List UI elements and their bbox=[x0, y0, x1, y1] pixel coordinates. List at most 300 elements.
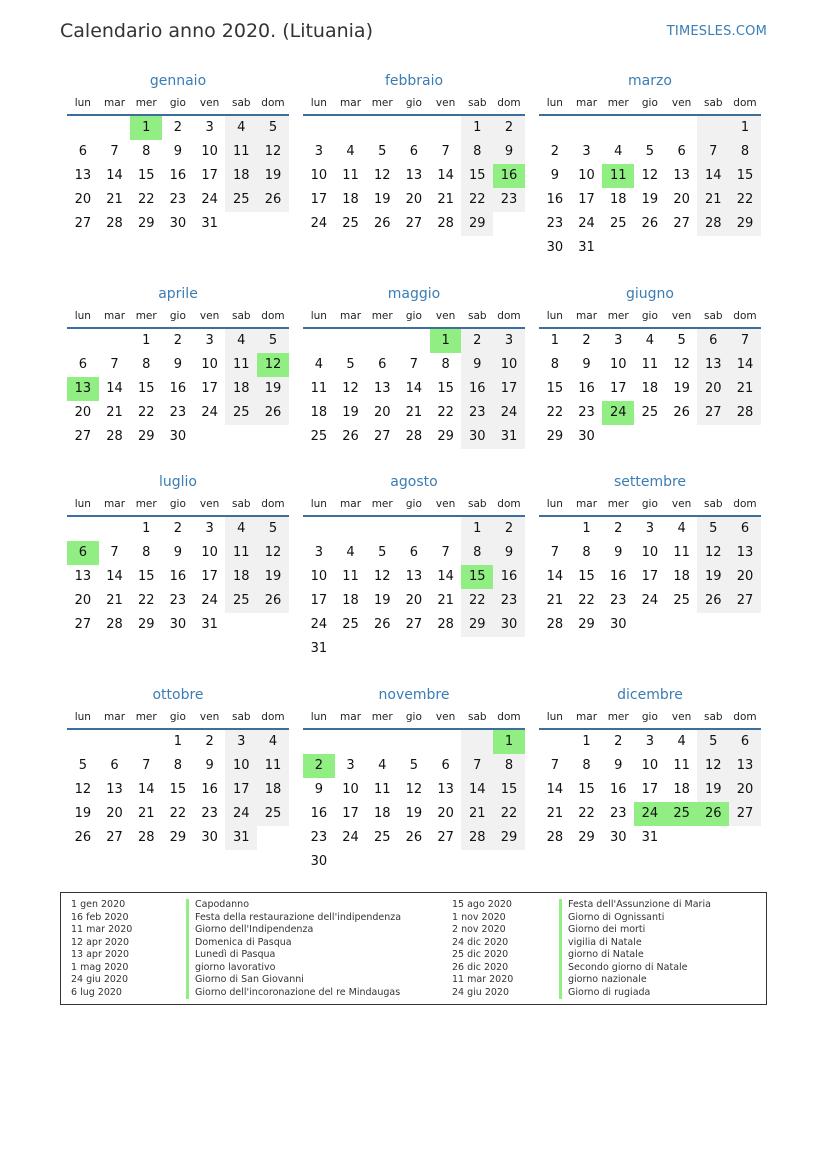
day-cell: 22 bbox=[137, 593, 155, 608]
empty-day-cell bbox=[634, 236, 666, 260]
week-row bbox=[539, 517, 761, 541]
day-cell: 10 bbox=[342, 782, 359, 797]
weekday-label: ven bbox=[199, 97, 220, 109]
empty-day-cell bbox=[666, 116, 698, 140]
day-cell: 26 bbox=[342, 429, 359, 444]
weekday-label: sab bbox=[467, 97, 487, 109]
day-cell: 26 bbox=[257, 589, 289, 613]
day-cell: 9 bbox=[550, 168, 559, 183]
empty-day-cell bbox=[366, 637, 398, 661]
weekday-label: sab bbox=[231, 97, 251, 109]
day-cell: 5 bbox=[378, 545, 387, 560]
day-cell: 26 bbox=[641, 216, 659, 231]
legend-date: 25 dic 2020 bbox=[452, 949, 509, 960]
day-cell: 24 bbox=[493, 401, 525, 425]
empty-day-cell bbox=[225, 212, 257, 236]
empty-day-cell bbox=[398, 116, 430, 140]
day-cell: 24 bbox=[641, 593, 659, 608]
day-cell: 13 bbox=[405, 569, 423, 584]
day-cell: 13 bbox=[673, 168, 690, 183]
month-luglio bbox=[67, 471, 289, 637]
day-cell: 19 bbox=[405, 806, 423, 821]
weekday-label: ven bbox=[199, 711, 220, 723]
weekday-label: gio bbox=[405, 310, 422, 322]
week-row bbox=[303, 589, 525, 613]
day-cell: 20 bbox=[729, 778, 761, 802]
day-cell: 11 bbox=[342, 569, 359, 584]
empty-day-cell bbox=[697, 826, 729, 850]
day-cell: 24 bbox=[342, 830, 359, 845]
day-cell: 30 bbox=[609, 617, 627, 632]
day-cell: 23 bbox=[493, 188, 525, 212]
day-cell: 25 bbox=[342, 216, 359, 231]
day-cell: 15 bbox=[729, 164, 761, 188]
empty-day-cell bbox=[398, 730, 430, 754]
day-cell: 3 bbox=[645, 521, 655, 536]
day-cell: 6 bbox=[78, 357, 87, 372]
day-cell: 17 bbox=[225, 778, 257, 802]
day-cell: 5 bbox=[645, 144, 655, 159]
day-cell: 2 bbox=[205, 734, 214, 749]
week-row bbox=[67, 116, 289, 140]
day-cell: 25 bbox=[257, 802, 289, 826]
weekday-label: mar bbox=[576, 711, 598, 723]
empty-day-cell bbox=[539, 517, 571, 541]
weekday-label: sab bbox=[703, 310, 723, 322]
day-cell: 13 bbox=[729, 541, 761, 565]
day-cell: 4 bbox=[346, 545, 355, 560]
legend-date: 11 mar 2020 bbox=[71, 924, 133, 935]
day-cell: 20 bbox=[729, 565, 761, 589]
week-row bbox=[539, 589, 761, 613]
day-cell: 17 bbox=[493, 377, 525, 401]
week-row bbox=[303, 754, 525, 778]
legend-holiday-name: Festa della restaurazione dell'indipendenza bbox=[186, 912, 401, 925]
week-row bbox=[67, 164, 289, 188]
day-cell: 24 bbox=[310, 617, 328, 632]
day-cell: 14 bbox=[546, 782, 564, 797]
day-cell: 28 bbox=[106, 216, 123, 231]
legend-holiday-name: Secondo giorno di Natale bbox=[559, 962, 711, 975]
month-agosto bbox=[303, 471, 525, 661]
day-cell: 22 bbox=[461, 589, 493, 613]
weekday-label: mar bbox=[576, 498, 598, 510]
weekday-header bbox=[67, 94, 289, 116]
day-cell: 27 bbox=[437, 830, 454, 845]
month-title: giugno bbox=[626, 286, 674, 302]
day-cell: 5 bbox=[378, 144, 387, 159]
weekday-header bbox=[303, 94, 525, 116]
day-cell: 7 bbox=[550, 758, 559, 773]
legend-date: 6 lug 2020 bbox=[71, 986, 122, 998]
empty-day-cell bbox=[366, 116, 398, 140]
day-cell: 23 bbox=[609, 593, 627, 608]
weekday-label: lun bbox=[546, 498, 563, 510]
day-cell: 14 bbox=[697, 164, 729, 188]
day-cell: 11 bbox=[673, 545, 690, 560]
day-cell: 14 bbox=[546, 569, 564, 584]
day-cell: 28 bbox=[461, 826, 493, 850]
day-cell: 13 bbox=[437, 782, 454, 797]
day-cell: 25 bbox=[310, 429, 328, 444]
weekday-label: mar bbox=[340, 97, 362, 109]
day-cell: 16 bbox=[461, 377, 493, 401]
month-gennaio bbox=[67, 70, 289, 236]
weekday-label: dom bbox=[733, 97, 757, 109]
day-cell: 7 bbox=[697, 140, 729, 164]
empty-day-cell bbox=[634, 116, 666, 140]
day-cell: 20 bbox=[74, 405, 92, 420]
day-cell: 23 bbox=[461, 401, 493, 425]
day-cell: 28 bbox=[437, 617, 454, 632]
month-ottobre bbox=[67, 684, 289, 850]
legend-holiday-name: Festa dell'Assunzione di Maria bbox=[559, 899, 711, 912]
day-cell: 28 bbox=[437, 216, 454, 231]
week-row bbox=[303, 188, 525, 212]
legend-holiday-name: giorno di Natale bbox=[559, 949, 711, 962]
day-cell: 7 bbox=[110, 144, 119, 159]
day-cell: 18 bbox=[673, 569, 690, 584]
day-cell: 21 bbox=[697, 188, 729, 212]
day-cell: 24 bbox=[225, 802, 257, 826]
day-cell: 30 bbox=[546, 240, 564, 255]
day-cell: 17 bbox=[201, 381, 218, 396]
day-cell: 29 bbox=[578, 830, 595, 845]
weekday-label: sab bbox=[467, 711, 487, 723]
day-cell: 30 bbox=[169, 216, 187, 231]
weekday-label: dom bbox=[261, 498, 285, 510]
day-cell: 19 bbox=[373, 593, 391, 608]
weekday-label: ven bbox=[435, 310, 456, 322]
week-row bbox=[303, 541, 525, 565]
holiday-day-cell: 12 bbox=[257, 353, 289, 377]
weekday-header bbox=[539, 708, 761, 730]
weekday-label: sab bbox=[467, 310, 487, 322]
day-cell: 5 bbox=[257, 116, 289, 140]
day-cell: 29 bbox=[137, 216, 155, 231]
day-cell: 9 bbox=[173, 357, 183, 372]
day-cell: 23 bbox=[201, 806, 218, 821]
day-cell: 7 bbox=[409, 357, 419, 372]
day-cell: 27 bbox=[729, 802, 761, 826]
weekday-label: mer bbox=[371, 310, 393, 322]
day-cell: 11 bbox=[342, 168, 359, 183]
day-cell: 16 bbox=[310, 806, 328, 821]
day-cell: 8 bbox=[461, 541, 493, 565]
weekday-label: ven bbox=[435, 97, 456, 109]
day-cell: 9 bbox=[314, 782, 323, 797]
month-title: gennaio bbox=[149, 73, 207, 89]
day-cell: 7 bbox=[110, 545, 119, 560]
day-cell: 14 bbox=[137, 782, 155, 797]
day-cell: 3 bbox=[582, 144, 591, 159]
legend-holiday-name: Domenica di Pasqua bbox=[186, 937, 401, 950]
week-row bbox=[539, 377, 761, 401]
holiday-day-cell: 13 bbox=[67, 377, 99, 401]
brand-link[interactable]: TIMESLES.COM bbox=[666, 24, 767, 39]
day-cell: 11 bbox=[310, 381, 328, 396]
weekday-label: mer bbox=[371, 498, 393, 510]
week-row bbox=[539, 802, 761, 826]
empty-day-cell bbox=[303, 517, 335, 541]
day-cell: 2 bbox=[461, 329, 493, 353]
empty-day-cell bbox=[493, 212, 525, 236]
empty-day-cell bbox=[697, 613, 729, 637]
day-cell: 7 bbox=[550, 545, 559, 560]
week-row bbox=[67, 425, 289, 449]
day-cell: 30 bbox=[310, 854, 328, 869]
day-cell: 18 bbox=[641, 381, 659, 396]
day-cell: 6 bbox=[441, 758, 450, 773]
day-cell: 15 bbox=[493, 778, 525, 802]
day-cell: 2 bbox=[493, 517, 525, 541]
day-cell: 1 bbox=[582, 521, 591, 536]
day-cell: 22 bbox=[578, 806, 595, 821]
legend-date: 1 gen 2020 bbox=[71, 899, 126, 910]
day-cell: 15 bbox=[461, 164, 493, 188]
day-cell: 29 bbox=[461, 613, 493, 637]
weekday-label: gio bbox=[405, 97, 422, 109]
day-cell: 5 bbox=[78, 758, 87, 773]
week-row bbox=[539, 425, 761, 449]
day-cell: 28 bbox=[106, 617, 123, 632]
day-cell: 2 bbox=[582, 333, 591, 348]
legend-holiday-name: Giorno di rugiada bbox=[559, 987, 711, 1000]
empty-day-cell bbox=[666, 613, 698, 637]
day-cell: 6 bbox=[697, 329, 729, 353]
day-cell: 12 bbox=[373, 168, 391, 183]
day-cell: 16 bbox=[201, 782, 218, 797]
week-row bbox=[303, 730, 525, 754]
day-cell: 21 bbox=[546, 593, 564, 608]
weekday-label: lun bbox=[74, 310, 91, 322]
weekday-label: sab bbox=[703, 97, 723, 109]
legend-holiday-name: Giorno di Ognissanti bbox=[559, 912, 711, 925]
empty-day-cell bbox=[430, 517, 462, 541]
day-cell: 16 bbox=[493, 565, 525, 589]
empty-day-cell bbox=[303, 730, 335, 754]
day-cell: 27 bbox=[697, 401, 729, 425]
day-cell: 22 bbox=[137, 192, 155, 207]
day-cell: 10 bbox=[310, 168, 328, 183]
month-title: dicembre bbox=[617, 687, 683, 703]
legend-holiday-name: giorno nazionale bbox=[559, 974, 711, 987]
week-row bbox=[67, 589, 289, 613]
day-cell: 28 bbox=[546, 617, 564, 632]
day-cell: 28 bbox=[137, 830, 155, 845]
day-cell: 8 bbox=[441, 357, 450, 372]
day-cell: 18 bbox=[257, 778, 289, 802]
day-cell: 29 bbox=[461, 212, 493, 236]
legend-holiday-name: Capodanno bbox=[186, 899, 401, 912]
weekday-label: mer bbox=[135, 711, 157, 723]
day-cell: 6 bbox=[110, 758, 119, 773]
day-cell: 16 bbox=[169, 569, 187, 584]
day-cell: 4 bbox=[645, 333, 655, 348]
day-cell: 6 bbox=[78, 144, 87, 159]
day-cell: 15 bbox=[578, 782, 595, 797]
empty-day-cell bbox=[666, 826, 698, 850]
day-cell: 2 bbox=[493, 116, 525, 140]
day-cell: 31 bbox=[578, 240, 595, 255]
empty-day-cell bbox=[539, 116, 571, 140]
week-row bbox=[67, 613, 289, 637]
month-maggio bbox=[303, 283, 525, 449]
month-title: novembre bbox=[378, 687, 450, 703]
day-cell: 26 bbox=[74, 830, 92, 845]
day-cell: 12 bbox=[405, 782, 423, 797]
week-row bbox=[539, 353, 761, 377]
day-cell: 30 bbox=[169, 429, 187, 444]
day-cell: 5 bbox=[697, 517, 729, 541]
week-row bbox=[67, 377, 289, 401]
weekday-label: sab bbox=[703, 711, 723, 723]
weekday-label: dom bbox=[733, 310, 757, 322]
week-row bbox=[303, 401, 525, 425]
day-cell: 1 bbox=[582, 734, 591, 749]
day-cell: 6 bbox=[409, 545, 419, 560]
weekday-label: dom bbox=[497, 97, 521, 109]
day-cell: 16 bbox=[169, 381, 187, 396]
day-cell: 30 bbox=[609, 830, 627, 845]
week-row bbox=[67, 802, 289, 826]
weekday-label: dom bbox=[261, 711, 285, 723]
day-cell: 4 bbox=[614, 144, 623, 159]
legend-date: 15 ago 2020 bbox=[452, 899, 512, 910]
legend-holiday-name: Giorno dell'incoronazione del re Mindaugas bbox=[186, 987, 401, 1000]
day-cell: 25 bbox=[641, 405, 659, 420]
empty-day-cell bbox=[539, 730, 571, 754]
day-cell: 26 bbox=[405, 830, 423, 845]
weekday-label: mer bbox=[607, 498, 629, 510]
week-row bbox=[303, 212, 525, 236]
empty-day-cell bbox=[366, 730, 398, 754]
month-title: settembre bbox=[613, 474, 687, 490]
day-cell: 9 bbox=[493, 541, 525, 565]
day-cell: 22 bbox=[461, 188, 493, 212]
empty-day-cell bbox=[366, 850, 398, 874]
week-row bbox=[67, 353, 289, 377]
weekday-label: sab bbox=[703, 498, 723, 510]
week-row bbox=[539, 212, 761, 236]
day-cell: 15 bbox=[137, 381, 155, 396]
month-title: ottobre bbox=[152, 687, 204, 703]
week-row bbox=[67, 778, 289, 802]
legend-holiday-name: giorno lavorativo bbox=[186, 962, 401, 975]
weekday-label: lun bbox=[310, 498, 327, 510]
weekday-header bbox=[67, 307, 289, 329]
weekday-label: gio bbox=[169, 97, 186, 109]
day-cell: 28 bbox=[546, 830, 564, 845]
day-cell: 9 bbox=[614, 758, 623, 773]
legend-date: 24 giu 2020 bbox=[452, 986, 509, 998]
week-row bbox=[539, 565, 761, 589]
week-row bbox=[67, 826, 289, 850]
day-cell: 14 bbox=[461, 778, 493, 802]
weekday-label: sab bbox=[231, 498, 251, 510]
day-cell: 20 bbox=[74, 593, 92, 608]
weekday-label: mer bbox=[607, 711, 629, 723]
day-cell: 23 bbox=[493, 589, 525, 613]
day-cell: 17 bbox=[609, 381, 627, 396]
day-cell: 19 bbox=[257, 164, 289, 188]
day-cell: 5 bbox=[257, 329, 289, 353]
day-cell: 15 bbox=[437, 381, 454, 396]
holiday-day-cell: 1 bbox=[130, 116, 162, 140]
empty-day-cell bbox=[634, 425, 666, 449]
day-cell: 23 bbox=[169, 593, 187, 608]
holiday-day-cell: 24 bbox=[634, 802, 666, 826]
empty-day-cell bbox=[602, 116, 634, 140]
day-cell: 10 bbox=[493, 353, 525, 377]
day-cell: 12 bbox=[74, 782, 92, 797]
weekday-label: gio bbox=[641, 310, 658, 322]
day-cell: 20 bbox=[74, 192, 92, 207]
day-cell: 21 bbox=[437, 593, 454, 608]
legend-date: 12 apr 2020 bbox=[71, 936, 130, 948]
week-row bbox=[67, 212, 289, 236]
empty-day-cell bbox=[430, 730, 462, 754]
empty-day-cell bbox=[99, 730, 131, 754]
holiday-day-cell: 15 bbox=[461, 565, 493, 589]
month-aprile bbox=[67, 283, 289, 449]
week-row bbox=[67, 188, 289, 212]
empty-day-cell bbox=[666, 236, 698, 260]
day-cell: 22 bbox=[578, 593, 595, 608]
empty-day-cell bbox=[225, 613, 257, 637]
day-cell: 29 bbox=[169, 830, 187, 845]
empty-day-cell bbox=[666, 425, 698, 449]
day-cell: 23 bbox=[169, 192, 187, 207]
day-cell: 7 bbox=[461, 754, 493, 778]
weekday-label: gio bbox=[641, 498, 658, 510]
weekday-label: lun bbox=[74, 498, 91, 510]
day-cell: 27 bbox=[106, 830, 123, 845]
weekday-label: mer bbox=[607, 310, 629, 322]
month-dicembre bbox=[539, 684, 761, 850]
day-cell: 7 bbox=[441, 545, 450, 560]
weekday-label: gio bbox=[405, 711, 422, 723]
legend-left-dates bbox=[71, 899, 132, 999]
week-row bbox=[67, 541, 289, 565]
legend-right-dates bbox=[452, 899, 513, 999]
weekday-label: gio bbox=[641, 711, 658, 723]
week-row bbox=[539, 140, 761, 164]
day-cell: 22 bbox=[437, 405, 454, 420]
empty-day-cell bbox=[303, 116, 335, 140]
day-cell: 11 bbox=[673, 758, 690, 773]
week-row bbox=[303, 802, 525, 826]
weekday-header bbox=[67, 708, 289, 730]
week-row bbox=[303, 637, 525, 661]
weekday-label: sab bbox=[231, 711, 251, 723]
day-cell: 25 bbox=[373, 830, 391, 845]
weekday-label: mer bbox=[607, 97, 629, 109]
empty-day-cell bbox=[335, 116, 367, 140]
week-row bbox=[303, 826, 525, 850]
weekday-label: mer bbox=[135, 310, 157, 322]
weekday-label: ven bbox=[671, 711, 692, 723]
day-cell: 10 bbox=[609, 357, 627, 372]
weekday-label: lun bbox=[546, 711, 563, 723]
empty-day-cell bbox=[257, 826, 289, 850]
week-row bbox=[303, 329, 525, 353]
holiday-day-cell: 1 bbox=[430, 329, 462, 353]
empty-day-cell bbox=[602, 236, 634, 260]
day-cell: 16 bbox=[578, 381, 595, 396]
empty-day-cell bbox=[67, 329, 99, 353]
day-cell: 18 bbox=[310, 405, 328, 420]
